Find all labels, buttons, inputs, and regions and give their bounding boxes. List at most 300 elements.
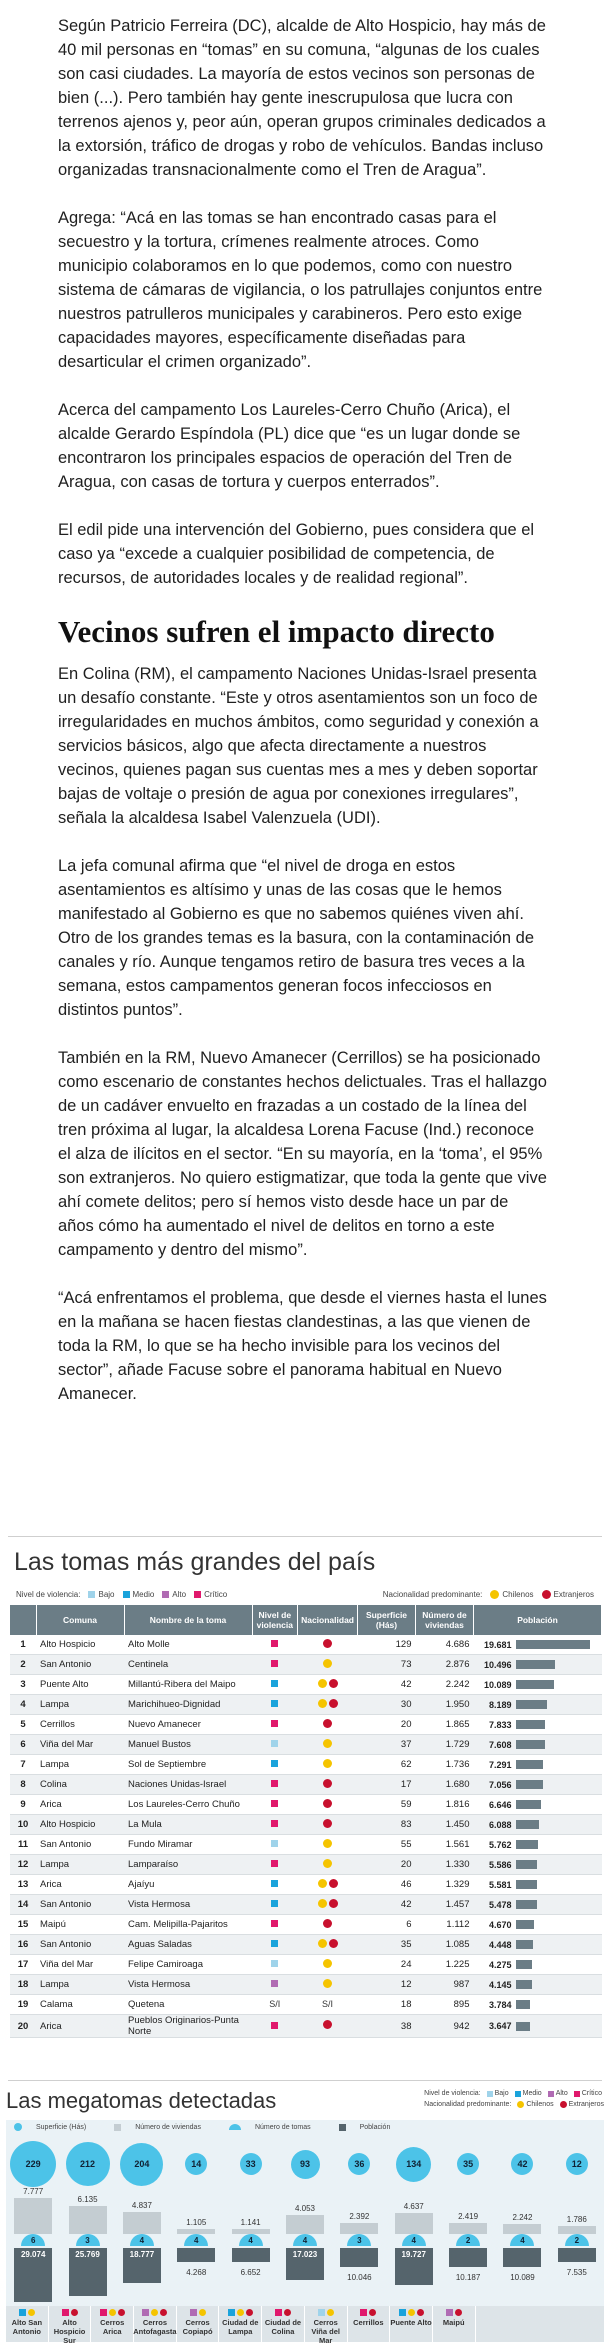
table-row: [10, 1975, 602, 1995]
megacamp-label: [433, 2306, 476, 2342]
comuna-cell: Calama: [36, 1995, 124, 2015]
megacamp-name: Cerrillos: [353, 2318, 384, 2327]
nationality-cell: [298, 1655, 358, 1675]
violence-critico-marker: [271, 1720, 278, 1727]
largest-camps-infographic: [10, 1548, 602, 2038]
violence-cell: [252, 1995, 298, 2015]
superficie-cell: 38: [358, 2015, 416, 2038]
nationality-extranjeros-marker: [329, 1939, 338, 1948]
legend-poblacion: Población: [339, 2124, 405, 2131]
toma-cell: Naciones Unidas-Israel: [124, 1775, 252, 1795]
poblacion-bar: [516, 1780, 543, 1789]
superficie-circle: 93: [291, 2150, 320, 2179]
comuna-cell: Viña del Mar: [36, 1735, 124, 1755]
article-paragraph: Agrega: “Acá en las tomas se han encontrado casas para el secuestro y la tortura, crímenes realmente atroces. Como municipio colaboramos en lo que podemos, como con nuestro sistema de cámaras de vigilancia, o los patrullajes conjuntos entre nuestros patrulleros municipales y carabineros. Pero esto exige capacidades mayores, específicamente diseñadas para desarticular el crimen organizado”.: [58, 209, 543, 371]
superficie-circle: 33: [240, 2153, 262, 2175]
table-row: [10, 1715, 602, 1735]
viviendas-value: 1.105: [186, 2218, 207, 2227]
viviendas-cell: 1.680: [416, 1775, 474, 1795]
superficie-cell: 35: [358, 1935, 416, 1955]
viviendas-cell: 4.686: [416, 1635, 474, 1655]
viviendas-bar: [558, 2215, 596, 2234]
table-row: [10, 1635, 602, 1655]
rank-cell: 10: [10, 1815, 36, 1835]
violence-cell: [252, 1915, 298, 1935]
violence-alto-marker: [190, 2309, 197, 2316]
nationality-extranjeros-marker: [323, 1819, 332, 1828]
nationality-chilenos-marker: [318, 1699, 327, 1708]
poblacion-cell: [474, 1875, 602, 1895]
poblacion-value: 7.056: [488, 1779, 512, 1790]
viviendas-value: 4.637: [403, 2202, 424, 2211]
viviendas-cell: 1.561: [416, 1835, 474, 1855]
toma-cell: Alto Molle: [124, 1635, 252, 1655]
tomas-marker: 4: [239, 2234, 263, 2246]
poblacion-bar: [516, 2022, 530, 2031]
viviendas-cell: 895: [416, 1995, 474, 2015]
viviendas-cell: 2.242: [416, 1675, 474, 1695]
legend-superficie: Superficie (Hás): [14, 2123, 100, 2131]
superficie-circle: 35: [457, 2153, 479, 2175]
viviendas-value: 4.053: [294, 2204, 316, 2213]
megacamp-label: [134, 2306, 177, 2342]
toma-cell: Manuel Bustos: [124, 1735, 252, 1755]
article-paragraph: Acerca del campamento Los Laureles-Cerro Chuño (Arica), el alcalde Gerardo Espíndola (PL) dice que “es un lugar donde se encontraron los principales espacios de operación del Tren de Aragua, con casas de tortura y cuerpos enterrados”.: [58, 401, 521, 491]
viviendas-cell: 1.950: [416, 1695, 474, 1715]
viviendas-cell: 1.729: [416, 1735, 474, 1755]
megacamp-label: [49, 2306, 92, 2345]
poblacion-bar: 4.268: [186, 2268, 207, 2277]
rank-cell: 7: [10, 1755, 36, 1775]
nationality-extranjeros-marker: [329, 1899, 338, 1908]
poblacion-cell: [474, 1915, 602, 1935]
superficie-cell: 6: [358, 1915, 416, 1935]
poblacion-value: 10.496: [483, 1659, 512, 1670]
megacamp-name: Cerros Antofagasta: [133, 2318, 177, 2336]
nationality-chilenos-marker: [28, 2309, 35, 2316]
superficie-circle: 42: [511, 2153, 533, 2175]
poblacion-value: 19.681: [483, 1639, 512, 1650]
comuna-cell: Maipú: [36, 1915, 124, 1935]
nationality-cell: [298, 1795, 358, 1815]
viviendas-value: 2.392: [349, 2212, 370, 2221]
megacamp-label: [177, 2306, 220, 2342]
table-row: [10, 1695, 602, 1715]
violence-cell: [252, 1635, 298, 1655]
comuna-cell: Lampa: [36, 1695, 124, 1715]
no-info-label: S/I: [269, 1999, 281, 2009]
poblacion-bar: 7.535: [566, 2268, 587, 2277]
rank-cell: 17: [10, 1955, 36, 1975]
legend: [10, 1585, 602, 1603]
nationality-extranjeros-marker: [329, 1679, 338, 1688]
toma-cell: Fundo Miramar: [124, 1835, 252, 1855]
poblacion-cell: [474, 1775, 602, 1795]
poblacion-bar: 10.187: [455, 2273, 481, 2282]
megacamp-name: Ciudad de Lampa: [222, 2318, 259, 2336]
toma-cell: Marichihueo-Dignidad: [124, 1695, 252, 1715]
viviendas-bar: [69, 2195, 107, 2234]
poblacion-cell: [474, 1635, 602, 1655]
poblacion-cell: [474, 1935, 602, 1955]
table-row: [10, 1875, 602, 1895]
nationality-chilenos-marker: [323, 1959, 332, 1968]
tomas-marker: 2: [456, 2234, 480, 2246]
poblacion-bar: [516, 1740, 545, 1749]
viviendas-cell: 1.329: [416, 1875, 474, 1895]
table-row: [10, 1955, 602, 1975]
poblacion-value: 5.586: [488, 1859, 512, 1870]
nationality-cell: [298, 1835, 358, 1855]
table-row: [10, 1935, 602, 1955]
legend-medio: Medio: [123, 1590, 155, 1599]
violence-critico-marker: [62, 2309, 69, 2316]
infographic-title: Las megatomas detectadas: [6, 2088, 277, 2113]
rank-cell: 2: [10, 1655, 36, 1675]
section-heading: Vecinos sufren el impacto directo: [58, 614, 495, 649]
nationality-extranjeros-marker: [323, 1719, 332, 1728]
nationality-chilenos-marker: [318, 1879, 327, 1888]
comuna-cell: Arica: [36, 1795, 124, 1815]
table-row: [10, 1655, 602, 1675]
viviendas-bar: [14, 2187, 52, 2234]
legend-extranjeros: Extranjeros: [568, 2101, 604, 2108]
violence-cell: [252, 1935, 298, 1955]
legend-nationality-label: Nacionalidad predominante:: [382, 1589, 483, 1599]
nationality-chilenos-marker: [237, 2309, 244, 2316]
viviendas-cell: 1.450: [416, 1815, 474, 1835]
poblacion-bar: [516, 1720, 545, 1729]
violence-critico-marker: [271, 1920, 278, 1927]
megacamp-name: Cerros Arica: [100, 2318, 125, 2336]
megacamp-name: Ciudad de Colina: [264, 2318, 302, 2336]
nationality-chilenos-marker: [323, 1979, 332, 1988]
megacamp-label: [91, 2306, 134, 2342]
comuna-cell: San Antonio: [36, 1895, 124, 1915]
rank-cell: 19: [10, 1995, 36, 2015]
nationality-cell: [298, 1955, 358, 1975]
megacamp-column: [284, 2134, 326, 2306]
poblacion-cell: [474, 1695, 602, 1715]
comuna-cell: San Antonio: [36, 1835, 124, 1855]
violence-cell: [252, 1975, 298, 1995]
poblacion-bar: 10.089: [510, 2273, 535, 2282]
poblacion-bar: [516, 1940, 533, 1949]
violence-cell: [252, 1695, 298, 1715]
toma-cell: Sol de Septiembre: [124, 1755, 252, 1775]
viviendas-value: 6.135: [77, 2195, 98, 2204]
violence-medio-marker: [271, 1700, 278, 1707]
nationality-cell: [298, 1855, 358, 1875]
nationality-chilenos-marker: [109, 2309, 116, 2316]
rank-cell: 15: [10, 1915, 36, 1935]
viviendas-value: 4.837: [131, 2201, 152, 2210]
viviendas-value: 2.419: [458, 2212, 479, 2221]
toma-cell: Aguas Saladas: [124, 1935, 252, 1955]
comuna-cell: Cerrillos: [36, 1715, 124, 1735]
rank-cell: 8: [10, 1775, 36, 1795]
superficie-cell: 20: [358, 1715, 416, 1735]
comuna-cell: San Antonio: [36, 1935, 124, 1955]
legend-critico: Crítico: [581, 2090, 602, 2097]
legend-critico: Crítico: [194, 1590, 227, 1599]
comuna-cell: Lampa: [36, 1975, 124, 1995]
comuna-cell: Viña del Mar: [36, 1955, 124, 1975]
tomas-marker: 4: [130, 2234, 154, 2246]
rank-cell: 9: [10, 1795, 36, 1815]
megacamp-column: [230, 2134, 272, 2306]
poblacion-bar: 29.074: [14, 2248, 52, 2302]
nationality-cell: [298, 1895, 358, 1915]
superficie-cell: 12: [358, 1975, 416, 1995]
megacamp-column: [12, 2134, 54, 2306]
megacamps-chart: [6, 2134, 604, 2306]
violence-cell: [252, 1815, 298, 1835]
poblacion-bar-fill: [340, 2248, 378, 2267]
poblacion-bar: [516, 1700, 547, 1709]
article-paragraph: La jefa comunal afirma que “el nivel de droga en estos asentamientos es altísimo y unas de las cosas que le hemos manifestado al Gobierno es que no sabemos quiénes viven ahí. Otro de los grandes temas es la basura, con la contaminación de canales y río. Aunque tengamos retiro de basura tres veces a la semana, estos campamentos generan focos infecciosos en distintos puntos”.: [58, 857, 535, 1019]
violence-cell: [252, 2015, 298, 2038]
separator: [8, 2080, 602, 2081]
legend-extranjeros: Extranjeros: [542, 1590, 594, 1599]
nationality-chilenos-marker: [318, 1939, 327, 1948]
viviendas-cell: 1.865: [416, 1715, 474, 1735]
tomas-marker: 4: [184, 2234, 208, 2246]
poblacion-bar: [516, 2000, 530, 2009]
viviendas-cell: 1.330: [416, 1855, 474, 1875]
megacamp-label: [305, 2306, 348, 2345]
legend-tomas: Número de tomas: [229, 2124, 325, 2131]
violence-bajo-marker: [271, 1740, 278, 1747]
poblacion-cell: [474, 1955, 602, 1975]
comuna-cell: Lampa: [36, 1755, 124, 1775]
poblacion-value: 4.275: [488, 1959, 512, 1970]
nationality-cell: [298, 1875, 358, 1895]
nationality-chilenos-marker: [151, 2309, 158, 2316]
violence-medio-marker: [228, 2309, 235, 2316]
poblacion-value: 7.291: [488, 1759, 512, 1770]
nationality-extranjeros-marker: [323, 1639, 332, 1648]
superficie-cell: 55: [358, 1835, 416, 1855]
table-row: [10, 1755, 602, 1775]
rank-cell: 12: [10, 1855, 36, 1875]
poblacion-bar: [516, 1960, 532, 1969]
violence-medio-marker: [271, 1880, 278, 1887]
nationality-extranjeros-marker: [369, 2309, 376, 2316]
comuna-cell: Colina: [36, 1775, 124, 1795]
poblacion-cell: [474, 1735, 602, 1755]
tomas-marker: 3: [347, 2234, 371, 2246]
megacamp-name: Alto Hospicio Sur: [53, 2318, 86, 2345]
col-poblacion: Población: [474, 1605, 602, 1635]
poblacion-value: 4.670: [488, 1919, 512, 1930]
poblacion-value: 10.089: [483, 1679, 512, 1690]
viviendas-cell: 1.112: [416, 1915, 474, 1935]
violence-alto-marker: [271, 1980, 278, 1987]
nationality-cell: [298, 1995, 358, 2015]
violence-cell: [252, 1875, 298, 1895]
poblacion-bar-fill: [449, 2248, 487, 2267]
viviendas-value: 7.777: [23, 2187, 44, 2196]
megacamp-label: [6, 2306, 49, 2342]
viviendas-cell: 1.225: [416, 1955, 474, 1975]
legend-violence-label: Nivel de violencia:: [16, 1589, 81, 1599]
rank-cell: 1: [10, 1635, 36, 1655]
poblacion-bar: [516, 1860, 537, 1869]
poblacion-cell: [474, 1855, 602, 1875]
megacamps-labels: [6, 2306, 604, 2345]
violence-critico-marker: [271, 1800, 278, 1807]
comuna-cell: Puente Alto: [36, 1675, 124, 1695]
viviendas-cell: 1.085: [416, 1935, 474, 1955]
nationality-cell: [298, 1775, 358, 1795]
poblacion-bar-fill: [177, 2248, 215, 2262]
viviendas-bar: [503, 2213, 541, 2234]
infographic-title: Las tomas más grandes del país: [14, 1548, 376, 1576]
rank-cell: 3: [10, 1675, 36, 1695]
poblacion-bar: 10.046: [347, 2273, 372, 2282]
viviendas-bar: [449, 2212, 487, 2234]
violence-critico-marker: [271, 2022, 278, 2029]
megacamp-label: [219, 2306, 262, 2342]
superficie-circle: 204: [120, 2143, 163, 2186]
violence-cell: [252, 1755, 298, 1775]
toma-cell: Felipe Camiroaga: [124, 1955, 252, 1975]
article-paragraph: El edil pide una intervención del Gobierno, pues considera que el caso ya “excede a cualquier posibilidad de competencia, de recursos, de autoridades locales y de realidad regional”.: [58, 521, 535, 587]
superficie-cell: 46: [358, 1875, 416, 1895]
rank-cell: 4: [10, 1695, 36, 1715]
superficie-cell: 42: [358, 1675, 416, 1695]
poblacion-bar: [516, 1680, 554, 1689]
rank-cell: 5: [10, 1715, 36, 1735]
viviendas-value: 2.242: [512, 2213, 533, 2222]
nationality-cell: [298, 2015, 358, 2038]
poblacion-bar-fill: [503, 2248, 541, 2267]
table-row: [10, 1775, 602, 1795]
nationality-cell: [298, 1635, 358, 1655]
poblacion-value: 3.647: [488, 2021, 512, 2031]
poblacion-bar: 19.727: [395, 2248, 433, 2285]
rank-cell: 14: [10, 1895, 36, 1915]
violence-cell: [252, 1955, 298, 1975]
legend-bajo: Bajo: [494, 2090, 509, 2097]
megacamp-label: [348, 2306, 391, 2342]
legend: [424, 2088, 604, 2110]
poblacion-bar: 17.023: [286, 2248, 324, 2280]
measure-legend: [6, 2120, 604, 2134]
violence-critico-marker: [271, 1660, 278, 1667]
nationality-chilenos-marker: [323, 1739, 332, 1748]
superficie-circle: 229: [10, 2141, 56, 2187]
toma-cell: La Mula: [124, 1815, 252, 1835]
nationality-extranjeros-marker: [455, 2309, 462, 2316]
table-row: [10, 1735, 602, 1755]
violence-critico-marker: [275, 2309, 282, 2316]
poblacion-cell: [474, 1795, 602, 1815]
toma-cell: Ajaíyu: [124, 1875, 252, 1895]
poblacion-cell: [474, 2015, 602, 2038]
nationality-chilenos-marker: [199, 2309, 206, 2316]
poblacion-bar: [516, 1880, 537, 1889]
violence-cell: [252, 1855, 298, 1875]
violence-medio-marker: [271, 1940, 278, 1947]
violence-critico-marker: [271, 1780, 278, 1787]
toma-cell: Millantú-Ribera del Maipo: [124, 1675, 252, 1695]
comuna-cell: Alto Hospicio: [36, 1815, 124, 1835]
nationality-extranjeros-marker: [246, 2309, 253, 2316]
viviendas-bar: [286, 2204, 324, 2234]
superficie-circle: 12: [566, 2153, 588, 2175]
viviendas-cell: 1.736: [416, 1755, 474, 1775]
nationality-chilenos-marker: [323, 1759, 332, 1768]
poblacion-bar: [516, 1800, 541, 1809]
toma-cell: Cam. Melipilla-Pajaritos: [124, 1915, 252, 1935]
poblacion-cell: [474, 1655, 602, 1675]
poblacion-value: 5.581: [488, 1879, 512, 1890]
poblacion-cell: [474, 1895, 602, 1915]
poblacion-bar: [516, 1820, 539, 1829]
rank-cell: 11: [10, 1835, 36, 1855]
poblacion-cell: [474, 1755, 602, 1775]
violence-bajo-marker: [271, 1840, 278, 1847]
nationality-cell: [298, 1815, 358, 1835]
col-toma: Nombre de la toma: [124, 1605, 252, 1635]
nationality-cell: [298, 1695, 358, 1715]
viviendas-value: 1.786: [566, 2215, 587, 2224]
toma-cell: Quetena: [124, 1995, 252, 2015]
col-comuna: Comuna: [36, 1605, 124, 1635]
poblacion-value: 5.762: [488, 1839, 512, 1850]
poblacion-cell: [474, 1715, 602, 1735]
nationality-cell: [298, 1975, 358, 1995]
violence-cell: [252, 1795, 298, 1815]
superficie-cell: 42: [358, 1895, 416, 1915]
poblacion-cell: [474, 1815, 602, 1835]
nationality-cell: [298, 1935, 358, 1955]
megacamp-label: [262, 2306, 305, 2342]
superficie-cell: 83: [358, 1815, 416, 1835]
megacamp-name: Alto San Antonio: [11, 2318, 43, 2336]
nationality-cell: [298, 1715, 358, 1735]
poblacion-bar-fill: [232, 2248, 270, 2262]
poblacion-bar: [516, 1900, 537, 1909]
table-row: [10, 1895, 602, 1915]
viviendas-cell: 942: [416, 2015, 474, 2038]
viviendas-bar: [123, 2201, 161, 2234]
separator: [8, 1536, 602, 1537]
poblacion-cell: [474, 1675, 602, 1695]
poblacion-value: 4.145: [488, 1979, 512, 1990]
poblacion-value: 6.646: [488, 1799, 512, 1810]
violence-bajo-marker: [271, 1960, 278, 1967]
tomas-marker: 2: [565, 2234, 589, 2246]
poblacion-bar: 6.652: [240, 2268, 261, 2277]
viviendas-cell: 2.876: [416, 1655, 474, 1675]
violence-cell: [252, 1675, 298, 1695]
superficie-cell: 129: [358, 1635, 416, 1655]
violence-cell: [252, 1715, 298, 1735]
poblacion-value: 3.784: [488, 1999, 512, 2010]
megacamp-column: [501, 2134, 543, 2306]
poblacion-bar: 25.769: [69, 2248, 107, 2296]
tomas-marker: 4: [510, 2234, 534, 2246]
article-paragraph: “Acá enfrentamos el problema, que desde el viernes hasta el lunes en la mañana se hacen fiestas clandestinas, a las que vienen de toda la RM, lo que se ha hecho invisible para los vecinos del sector”, añade Facuse sobre el panorama habitual en Nuevo Amanecer.: [58, 1289, 547, 1403]
tomas-marker: 6: [21, 2234, 45, 2246]
violence-bajo-marker: [318, 2309, 325, 2316]
nationality-cell: [298, 1755, 358, 1775]
nationality-extranjeros-marker: [284, 2309, 291, 2316]
poblacion-bar-fill: [558, 2248, 596, 2262]
